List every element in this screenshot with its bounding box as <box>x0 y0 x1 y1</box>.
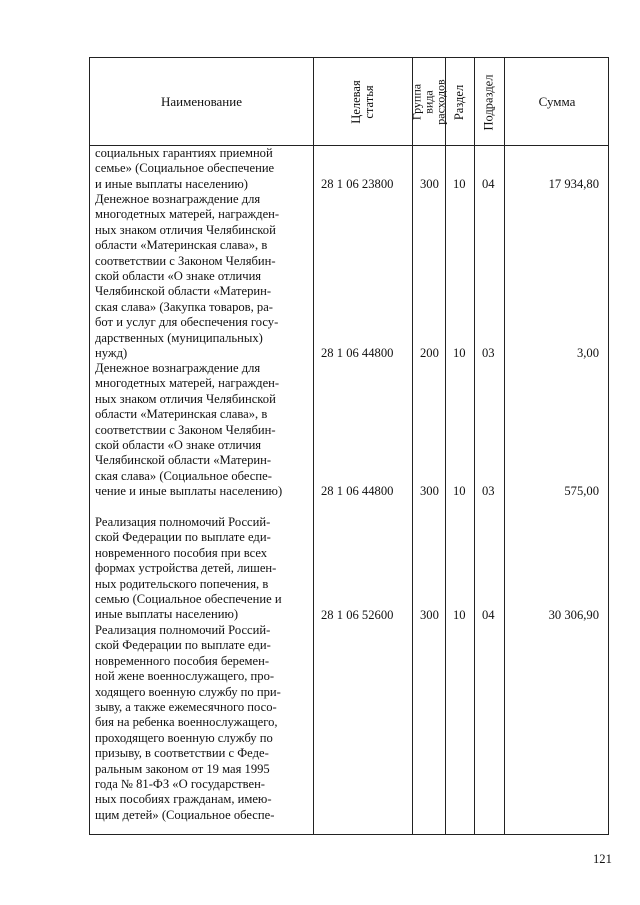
row-sum: 575,00 <box>564 484 599 498</box>
row-subsection: 03 <box>482 484 495 498</box>
header-target-cell <box>313 58 412 146</box>
column-divider <box>474 58 475 834</box>
row-text-line: ской Федерации по выплате еди- <box>95 530 271 545</box>
row-text-line: ской области «О знаке отличия <box>95 438 262 453</box>
row-text-line: Реализация полномочий Россий- <box>95 623 271 637</box>
row-text-line: соответствии с Законом Челябин- <box>95 253 276 268</box>
row-text-line: новременного пособия беремен- <box>95 653 270 668</box>
row-text-line: ных родительского попечения, в <box>95 576 269 591</box>
row-name-cell <box>95 361 305 500</box>
row-section: 10 <box>453 484 466 498</box>
row-text-line: дарственных (муниципальных) <box>95 330 263 345</box>
column-divider <box>504 58 505 834</box>
row-sum: 30 306,90 <box>548 608 599 622</box>
row-text-line: ская слава» (Социальное обеспе- <box>95 468 272 483</box>
row-text-line: области «Материнская слава», в <box>95 238 268 253</box>
row-text-line: семью (Социальное обеспечение и <box>95 592 282 607</box>
row-group: 300 <box>420 177 439 191</box>
row-text-line: зыву, а также ежемесячного посо- <box>95 700 277 715</box>
row-text-line: года № 81-ФЗ «О государствен- <box>95 777 266 792</box>
header-group: Группа вида расходов <box>409 79 448 125</box>
row-text-line: многодетных матерей, награжден- <box>95 376 280 391</box>
row-text-line: ской Федерации по выплате еди- <box>95 638 271 653</box>
row-text-line: Реализация полномочий Россий- <box>95 515 271 529</box>
header-subsection: Подраздел <box>481 74 496 130</box>
header-section: Раздел <box>452 84 467 120</box>
column-divider <box>313 58 314 834</box>
row-text-line: бия на ребенка военнослужащего, <box>95 715 278 730</box>
row-text-line: чение и иные выплаты населению) <box>95 484 283 499</box>
header-target: Целевая статья <box>348 80 376 124</box>
row-text-line: области «Материнская слава», в <box>95 407 268 422</box>
row-text-line: призыву, в соответствии с Феде- <box>95 746 269 761</box>
row-section: 10 <box>453 608 466 622</box>
column-divider <box>412 58 413 834</box>
row-text-line: проходящего военную службу по <box>95 730 273 745</box>
row-sum: 3,00 <box>576 346 599 360</box>
budget-table <box>89 57 609 835</box>
row-group: 300 <box>420 608 439 622</box>
row-text-line: ных знаком отличия Челябинской <box>95 391 276 406</box>
row-text-line: и иные выплаты населению) <box>95 176 248 191</box>
row-text-line: ская слава» (Закупка товаров, ра- <box>95 299 273 314</box>
header-name: Наименование <box>161 94 242 109</box>
row-target: 28 1 06 23800 <box>321 177 394 191</box>
column-divider <box>445 58 446 834</box>
row-text-line: Денежное вознаграждение для <box>95 361 261 375</box>
row-text-line: нужд) <box>95 346 128 361</box>
row-sum: 17 934,80 <box>548 177 599 191</box>
row-text-line: Челябинской области «Материн- <box>95 284 272 299</box>
header-sum-cell <box>504 58 610 146</box>
header-section-cell <box>445 58 474 146</box>
row-text-line: ных знаком отличия Челябинской <box>95 222 276 237</box>
row-text-line: иные выплаты населению) <box>95 607 239 622</box>
row-text-line: ской области «О знаке отличия <box>95 269 262 284</box>
row-text-line: ной жене военнослужащего, про- <box>95 669 275 684</box>
page-number: 121 <box>593 852 612 866</box>
row-name-cell <box>95 515 305 623</box>
row-group: 300 <box>420 484 439 498</box>
row-text-line: ных пособиях гражданам, имею- <box>95 792 272 807</box>
header-name-cell <box>90 58 313 146</box>
row-subsection: 04 <box>482 177 495 191</box>
row-group: 200 <box>420 346 439 360</box>
row-text-line: Денежное вознаграждение для <box>95 192 261 206</box>
header-group-cell <box>409 58 448 146</box>
row-text-line: семье» (Социальное обеспечение <box>95 161 275 176</box>
row-text-line: социальных гарантиях приемной <box>95 146 273 160</box>
row-text-line: формах устройства детей, лишен- <box>95 561 277 576</box>
row-section: 10 <box>453 346 466 360</box>
header-sum: Сумма <box>538 94 576 109</box>
row-section: 10 <box>453 177 466 191</box>
row-subsection: 03 <box>482 346 495 360</box>
row-text-line: ральным законом от 19 мая 1995 <box>95 761 270 776</box>
row-text-line: многодетных матерей, награжден- <box>95 207 280 222</box>
row-name-cell <box>95 623 305 823</box>
row-name-cell <box>95 146 305 192</box>
row-subsection: 04 <box>482 608 495 622</box>
row-text-line: Челябинской области «Материн- <box>95 453 272 468</box>
row-target: 28 1 06 44800 <box>321 484 394 498</box>
row-text-line: соответствии с Законом Челябин- <box>95 422 276 437</box>
row-text-line: щим детей» (Социальное обеспе- <box>95 807 275 822</box>
row-name-cell <box>95 192 305 361</box>
row-text-line: новременного пособия при всех <box>95 545 268 560</box>
row-text-line: бот и услуг для обеспечения госу- <box>95 315 279 330</box>
row-text-line: ходящего военную службу по при- <box>95 684 281 699</box>
row-target: 28 1 06 44800 <box>321 346 394 360</box>
row-target: 28 1 06 52600 <box>321 608 394 622</box>
header-subsection-cell <box>474 58 504 146</box>
